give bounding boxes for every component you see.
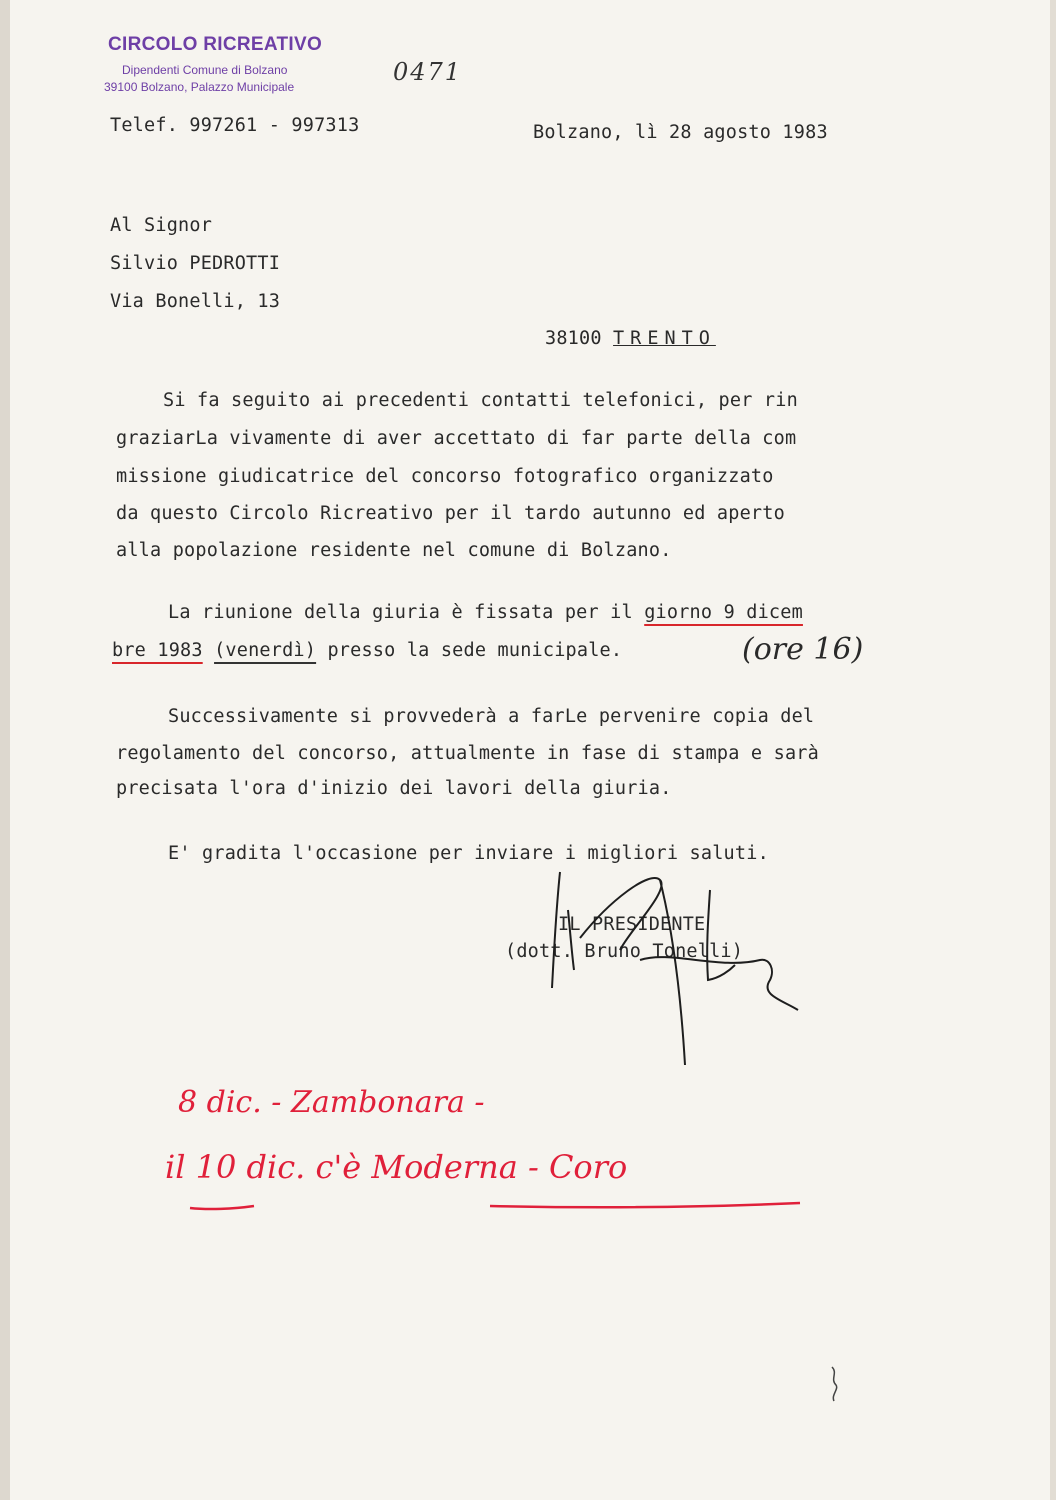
paragraph-1-line-2: graziarLa vivamente di aver accettato di far parte della com — [116, 428, 797, 449]
margin-mark — [826, 1365, 842, 1405]
handwritten-time-note: (ore 16) — [742, 632, 864, 667]
paragraph-3-line-2: regolamento del concorso, attualmente in fase di stampa e sarà — [116, 743, 819, 764]
paragraph-3-line-1: Successivamente si provvederà a farLe pervenire copia del — [168, 706, 815, 727]
letter-date: Bolzano, lì 28 agosto 1983 — [533, 122, 828, 143]
signer-name: (dott. Bruno Tonelli) — [505, 941, 744, 962]
page-edge-right — [1050, 0, 1056, 1500]
signer-title: IL PRESIDENTE — [558, 914, 706, 935]
p2-line1-text: La riunione della giuria è fissata per il — [168, 602, 645, 623]
paragraph-2-line-2 — [112, 640, 622, 661]
closing-line: E' gradita l'occasione per inviare i migliori saluti. — [168, 843, 769, 864]
paragraph-1-line-4: da questo Circolo Ricreativo per il tardo autunno ed aperto — [116, 503, 785, 524]
letterhead-line1: Dipendenti Comune di Bolzano — [122, 63, 288, 77]
p2-line1-underlined: giorno 9 dicem — [644, 602, 803, 623]
p2-line2-text: presso la sede municipale. — [316, 640, 623, 661]
paragraph-1-line-3: missione giudicatrice del concorso fotografico organizzato — [116, 466, 774, 487]
p2-date-underlined: bre 1983 — [112, 640, 203, 661]
handwritten-signature — [520, 860, 820, 1070]
recipient-city-line — [545, 328, 716, 349]
handwritten-note-2: il 10 dic. c'è Moderna - Coro — [165, 1148, 628, 1186]
page-edge-left — [0, 0, 10, 1500]
recipient-name: Silvio PEDROTTI — [110, 253, 281, 274]
telephone: Telef. 997261 - 997313 — [110, 115, 360, 136]
p2-day-underlined: (venerdì) — [214, 640, 317, 661]
note-underline-left — [188, 1198, 258, 1214]
paragraph-1-line-5: alla popolazione residente nel comune di Bolzano. — [116, 540, 672, 561]
archive-number: 0471 — [393, 58, 463, 86]
recipient-street: Via Bonelli, 13 — [110, 291, 281, 312]
recipient-postcode: 38100 — [545, 328, 602, 349]
note-underline-right — [488, 1196, 804, 1214]
recipient-salutation: Al Signor — [110, 215, 213, 236]
paragraph-2-line-1 — [168, 602, 803, 623]
letterhead-line2: 39100 Bolzano, Palazzo Municipale — [104, 80, 295, 94]
letterhead-name: CIRCOLO RICREATIVO — [108, 34, 323, 55]
handwritten-note-1: 8 dic. - Zambonara - — [178, 1085, 485, 1120]
recipient-city: TRENTO — [613, 328, 716, 349]
paragraph-1-line-1: Si fa seguito ai precedenti contatti telefonici, per rin — [163, 390, 798, 411]
paragraph-3-line-3: precisata l'ora d'inizio dei lavori della giuria. — [116, 778, 672, 799]
